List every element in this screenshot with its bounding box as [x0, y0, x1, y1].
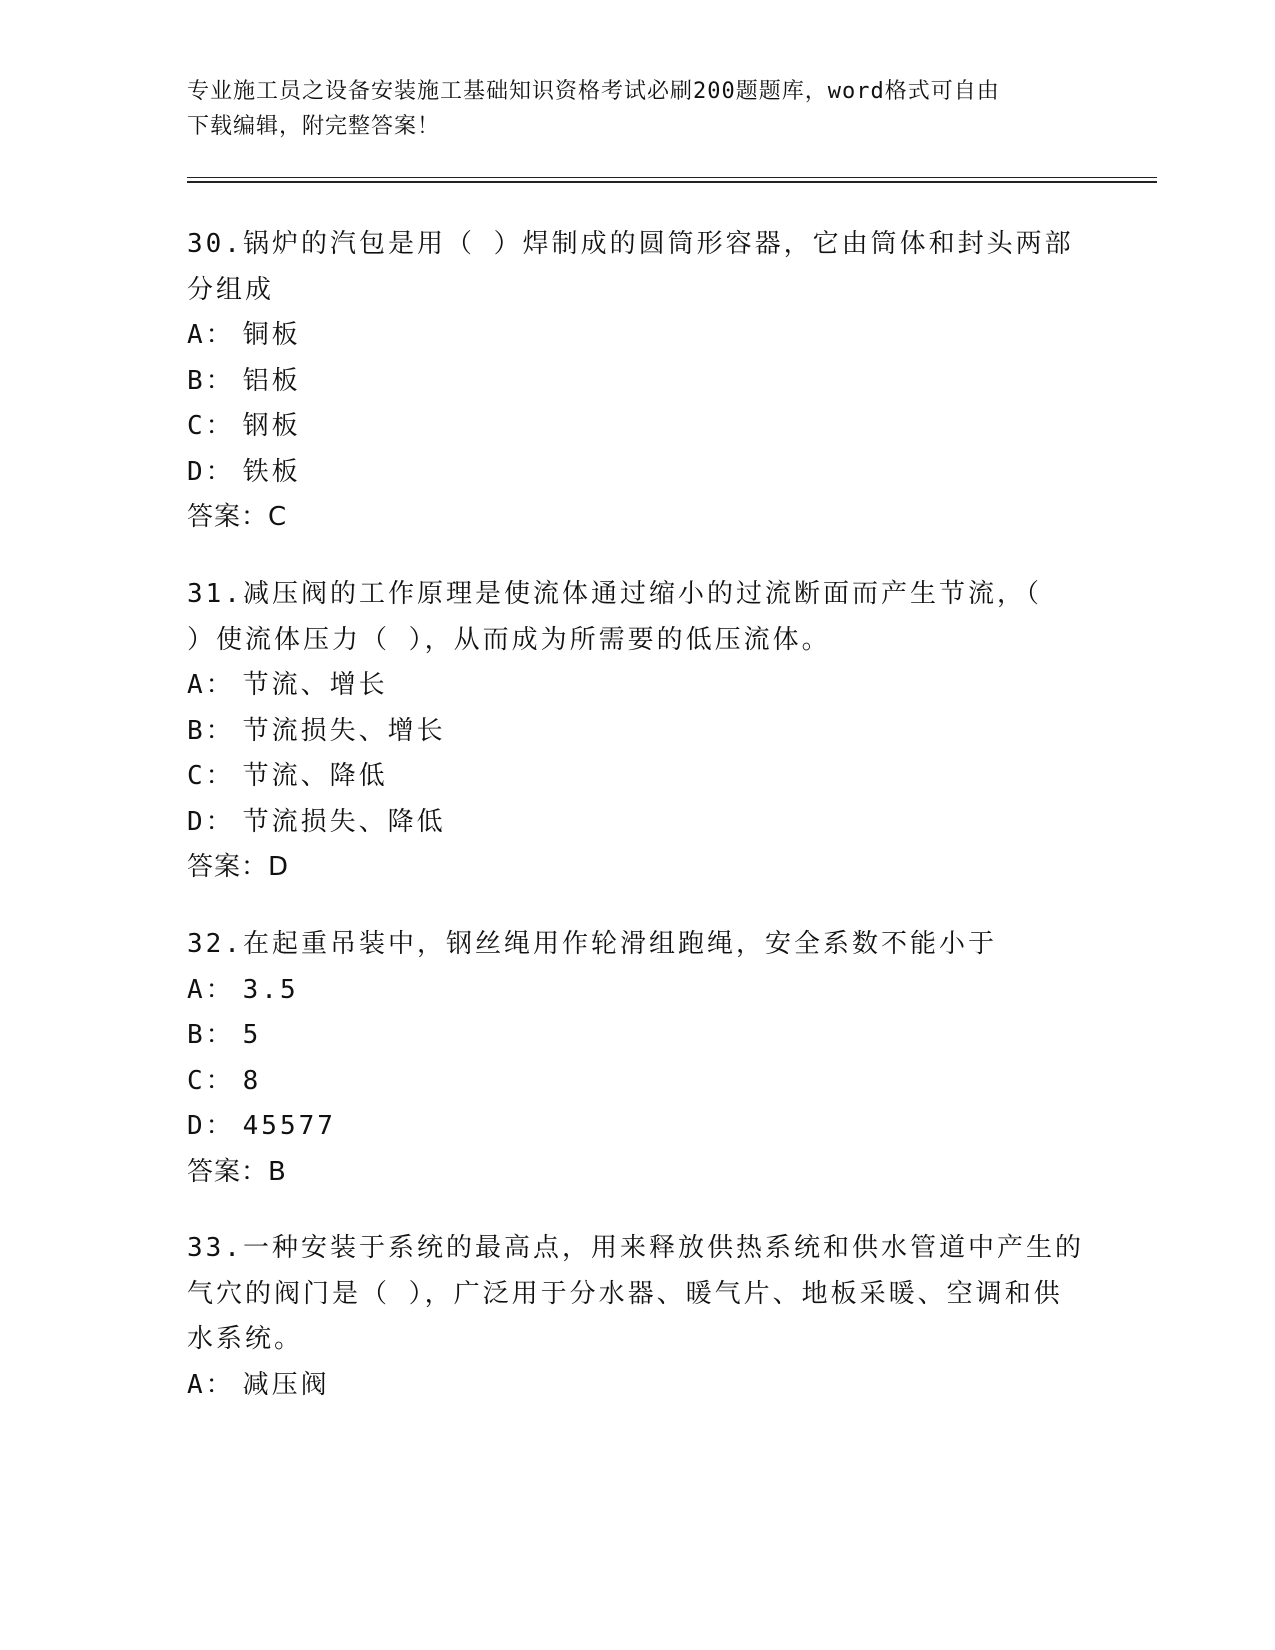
- option-text: 钢板: [242, 411, 301, 441]
- option-key: C：: [187, 411, 235, 441]
- option-c: [187, 1059, 1087, 1105]
- option-a: [187, 1363, 1087, 1409]
- option-key: A：: [187, 1369, 235, 1400]
- option-key: B：: [187, 1020, 235, 1050]
- question-stem-line: 气穴的阀门是（ ），广泛用于分水器、暖气片、地板采暖、空调和供: [187, 1278, 1063, 1309]
- option-text: 5: [242, 1020, 262, 1050]
- option-text: 3.5: [242, 974, 299, 1005]
- header-line-1: 专业施工员之设备安装施工基础知识资格考试必刷200题题库，word格式可自由: [187, 79, 1000, 104]
- question-stem-line: 分组成: [187, 274, 275, 305]
- option-a: [187, 663, 1087, 709]
- question-30: [187, 222, 1087, 541]
- question-stem-line: ）使流体压力（ ），从而成为所需要的低压流体。: [187, 624, 831, 655]
- question-31: [187, 572, 1087, 891]
- option-text: 节流损失、降低: [242, 806, 446, 837]
- option-a: [187, 968, 1087, 1014]
- option-text: 8: [242, 1065, 262, 1096]
- option-key: C：: [187, 761, 235, 791]
- option-c: [187, 754, 1087, 800]
- option-b: [187, 709, 1087, 755]
- option-d: [187, 800, 1087, 846]
- answer-line: 答案：B: [187, 1156, 287, 1187]
- question-stem-line: 31.减压阀的工作原理是使流体通过缩小的过流断面而产生节流，（: [187, 579, 1042, 609]
- option-text: 减压阀: [242, 1369, 330, 1400]
- option-d: [187, 450, 1087, 496]
- header-divider: [187, 177, 1157, 183]
- option-text: 节流损失、增长: [242, 715, 446, 746]
- option-key: B：: [187, 715, 235, 746]
- option-key: C：: [187, 1065, 235, 1096]
- option-text: 节流、降低: [242, 761, 388, 791]
- option-text: 铝板: [242, 365, 301, 396]
- option-d: [187, 1104, 1087, 1150]
- option-key: A：: [187, 974, 235, 1005]
- question-32: [187, 922, 1087, 1195]
- option-a: [187, 313, 1087, 359]
- option-text: 45577: [242, 1111, 336, 1141]
- option-key: B：: [187, 365, 235, 396]
- option-text: 节流、增长: [242, 670, 388, 700]
- option-text: 铜板: [242, 320, 301, 350]
- answer-line: 答案：D: [187, 852, 290, 882]
- option-key: A：: [187, 670, 235, 700]
- option-key: D：: [187, 1111, 235, 1141]
- option-text: 铁板: [242, 456, 301, 487]
- option-key: A：: [187, 320, 235, 350]
- answer-line: 答案：C: [187, 502, 288, 532]
- question-stem-line: 32.在起重吊装中，钢丝绳用作轮滑组跑绳，安全系数不能小于: [187, 929, 997, 959]
- option-c: [187, 404, 1087, 450]
- option-b: [187, 1013, 1087, 1059]
- question-33: [187, 1226, 1087, 1408]
- question-stem-line: 水系统。: [187, 1324, 304, 1354]
- question-stem-line: 33.一种安装于系统的最高点，用来释放供热系统和供水管道中产生的: [187, 1233, 1084, 1263]
- document-header: [187, 74, 1087, 144]
- question-stem-line: 30.锅炉的汽包是用（ ）焊制成的圆筒形容器，它由筒体和封头两部: [187, 229, 1074, 259]
- header-line-2: 下载编辑，附完整答案！: [187, 114, 441, 139]
- option-b: [187, 359, 1087, 405]
- option-key: D：: [187, 806, 235, 837]
- option-key: D：: [187, 456, 235, 487]
